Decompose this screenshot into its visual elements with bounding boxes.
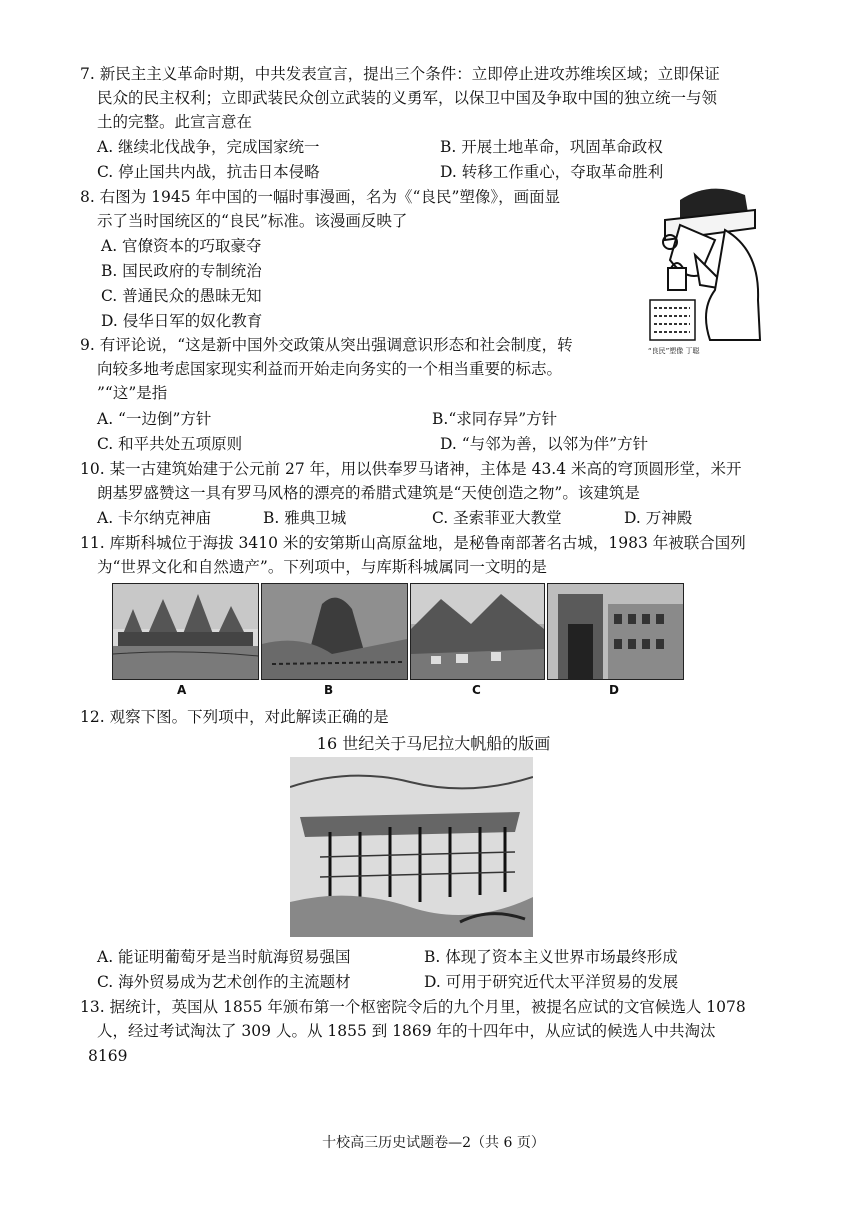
q9-option-a: A. “一边倒”方针	[97, 410, 212, 428]
cartoon-figure-icon	[640, 180, 770, 360]
q11-stem-line2: 为“世界文化和自然遗产”。下列项中，与库斯科城属同一文明的是	[97, 558, 547, 576]
q8-cartoon-image	[640, 180, 770, 360]
q12-stem-line1: 12. 观察下图。下列项中，对此解读正确的是	[80, 708, 389, 726]
galleon-engraving-icon	[290, 757, 533, 937]
q12-galleon-engraving	[290, 757, 533, 937]
q8-option-a: A. 官僚资本的巧取豪夺	[101, 237, 262, 255]
q11-label-a: A	[177, 683, 187, 697]
page-footer: 十校高三历史试题卷—2（共 6 页）	[322, 1135, 545, 1151]
q10-option-a: A. 卡尔纳克神庙	[97, 509, 212, 527]
q7-option-b: B. 开展土地革命，巩固革命政权	[440, 138, 663, 156]
q11-photo-a	[112, 583, 259, 680]
q13-stem-line3: 8169	[88, 1047, 128, 1065]
q9-option-d: D. “与邻为善，以邻为伴”方针	[440, 435, 649, 453]
q10-option-d: D. 万神殿	[624, 509, 693, 527]
q10-stem-line1: 10. 某一古建筑始建于公元前 27 年，用以供奉罗马诸神，主体是 43.4 米高的穹顶圆形堂，米开	[80, 460, 742, 478]
q11-stem-line1: 11. 库斯科城位于海拔 3410 米的安第斯山高原盆地，是秘鲁南部著名古城，1983 年被联合国列	[80, 534, 746, 552]
q11-photo-c	[410, 583, 545, 680]
q7-option-d: D. 转移工作重心，夺取革命胜利	[440, 163, 664, 181]
q8-stem-line2: 示了当时国统区的“良民”标准。该漫画反映了	[97, 212, 408, 230]
q8-option-b: B. 国民政府的专制统治	[101, 262, 262, 280]
q12-option-a: A. 能证明葡萄牙是当时航海贸易强国	[97, 948, 351, 966]
q10-option-b: B. 雅典卫城	[263, 509, 347, 527]
q9-stem-line2: 向较多地考虑国家现实利益而开始走向务实的一个相当重要的标志。	[97, 360, 563, 378]
q7-option-a: A. 继续北伐战争，完成国家统一	[97, 138, 320, 156]
city-valley-photo-icon	[411, 584, 544, 679]
q12-option-b: B. 体现了资本主义世界市场最终形成	[424, 948, 678, 966]
q8-option-c: C. 普通民众的愚昧无知	[101, 287, 262, 305]
q7-stem-line1: 7. 新民主主义革命时期，中共发表宣言，提出三个条件：立即停止进攻苏维埃区域；立即保证	[80, 65, 720, 83]
q8-option-d: D. 侵华日军的奴化教育	[101, 312, 263, 330]
q11-photo-d	[547, 583, 684, 680]
q9-stem-line3: ”“这”是指	[97, 384, 168, 402]
q11-label-d: D	[609, 683, 619, 697]
q9-option-c: C. 和平共处五项原则	[97, 435, 243, 453]
q9-stem-line1: 9. 有评论说，“这是新中国外交政策从突出强调意识形态和社会制度，转	[80, 336, 573, 354]
q12-figure-title: 16 世纪关于马尼拉大帆船的版画	[316, 734, 551, 753]
q7-stem-line2: 民众的民主权利；立即武装民众创立武装的义勇军，以保卫中国及争取中国的独立统一与领	[97, 89, 718, 107]
cartoon-caption: “良民”塑像 丁聪	[648, 347, 700, 355]
q10-option-c: C. 圣索菲亚大教堂	[432, 509, 562, 527]
gate-building-photo-icon	[548, 584, 683, 679]
q12-option-d: D. 可用于研究近代太平洋贸易的发展	[424, 973, 679, 991]
q8-stem-line1: 8. 右图为 1945 年中国的一幅时事漫画，名为《“良民”塑像》，画面显	[80, 188, 561, 206]
q7-option-c: C. 停止国共内战，抗击日本侵略	[97, 163, 320, 181]
q13-stem-line2: 人，经过考试淘汰了 309 人。从 1855 到 1869 年的十四年中，从应试的候选人中共淘汰	[97, 1022, 716, 1040]
q13-stem-line1: 13. 据统计，英国从 1855 年颁布第一个枢密院令后的九个月里，被提名应试的文官候选人 1078	[80, 998, 746, 1016]
q12-option-c: C. 海外贸易成为艺术创作的主流题材	[97, 973, 351, 991]
temple-photo-icon	[113, 584, 258, 679]
q9-option-b: B.“求同存异”方针	[432, 410, 558, 428]
q11-photo-b	[261, 583, 408, 680]
q10-stem-line2: 朗基罗盛赞这一具有罗马风格的漂亮的希腊式建筑是“天使创造之物”。该建筑是	[97, 484, 640, 502]
q11-label-b: B	[324, 683, 334, 697]
q11-label-c: C	[472, 683, 481, 697]
q7-stem-line3: 土的完整。此宣言意在	[97, 113, 253, 131]
mountain-ruins-photo-icon	[262, 584, 407, 679]
